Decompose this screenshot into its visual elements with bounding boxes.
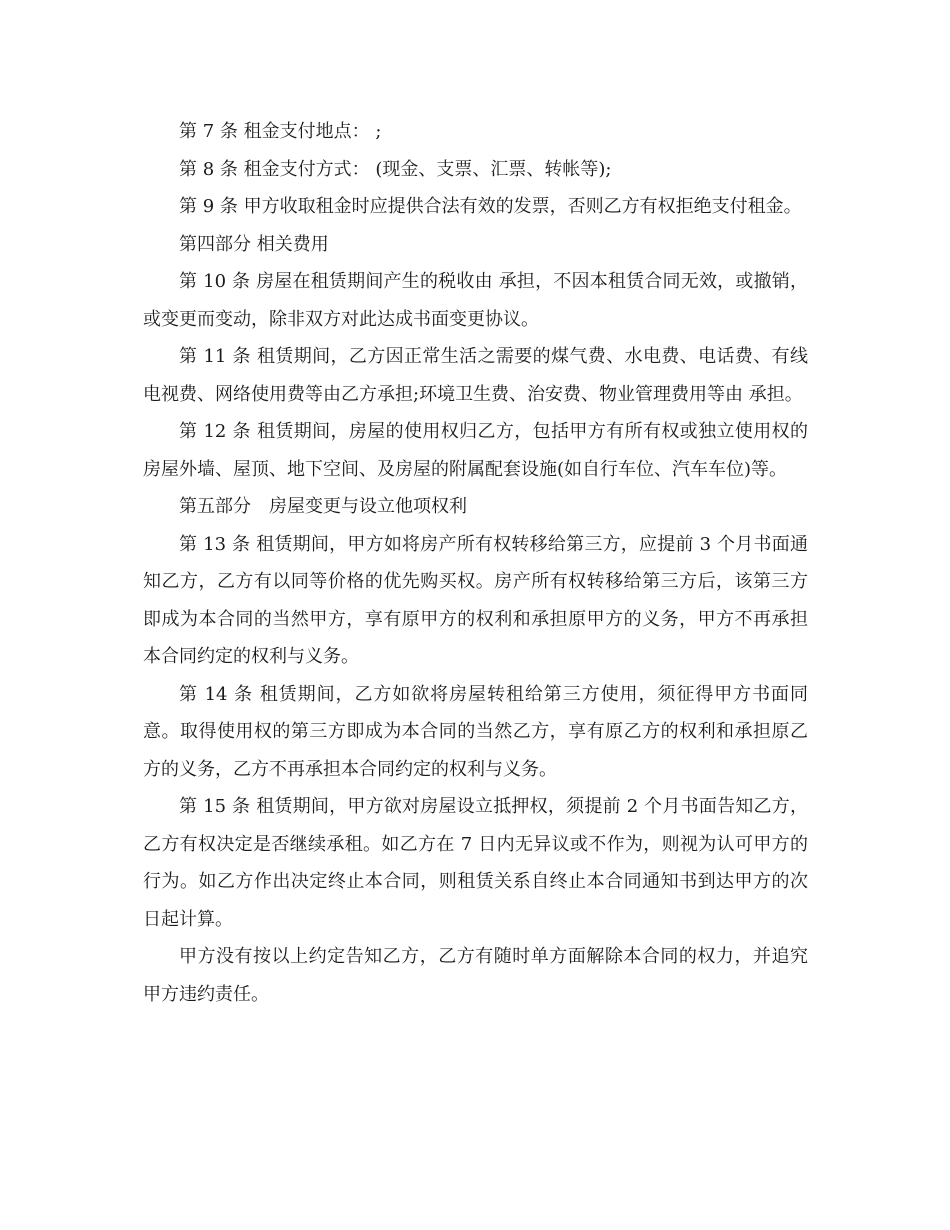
clause-12-paragraph: 第 12 条 租赁期间，房屋的使用权归乙方，包括甲方有所有权或独立使用权的房屋外墙、屋顶、地下空间、及房屋的附属配套设施(如自行车位、汽车车位)等。 [143, 421, 808, 480]
closing-paragraph: 甲方没有按以上约定告知乙方，乙方有随时单方面解除本合同的权力，并追究甲方违约责任。 [143, 946, 808, 1005]
clause-10-paragraph: 第 10 条 房屋在租赁期间产生的税收由 承担，不因本租赁合同无效，或撤销，或变更而变动，除非双方对此达成书面变更协议。 [143, 271, 808, 330]
clause-8-paragraph: 第 8 条 租金支付方式： (现金、支票、汇票、转帐等); [179, 158, 612, 180]
clause-11-paragraph: 第 11 条 租赁期间，乙方因正常生活之需要的煤气费、水电费、电话费、有线电视费、网络使用费等由乙方承担;环境卫生费、治安费、物业管理费用等由 承担。 [143, 346, 808, 405]
clause-9-paragraph: 第 9 条 甲方收取租金时应提供合法有效的发票，否则乙方有权拒绝支付租金。 [179, 196, 802, 217]
clause-13-paragraph: 第 13 条 租赁期间，甲方如将房产所有权转移给第三方，应提前 3 个月书面通知乙方，乙方有以同等价格的优先购买权。房产所有权转移给第三方后，该第三方即成为本合同的当然甲方，享有原甲方的权利和承担原甲方的义务，甲方不再承担本合同约定的权利与义务。 [143, 533, 808, 667]
document-body [143, 113, 808, 1013]
clause-15-paragraph: 第 15 条 租赁期间，甲方欲对房屋设立抵押权，须提前 2 个月书面告知乙方，乙方有权决定是否继续承租。如乙方在 7 日内无异议或不作为，则视为认可甲方的行为。如乙方作出决定终止本合同，则租赁关系自终止本合同通知书到达甲方的次日起计算。 [143, 796, 808, 930]
clause-14-paragraph: 第 14 条 租赁期间，乙方如欲将房屋转租给第三方使用，须征得甲方书面同意。取得使用权的第三方即成为本合同的当然乙方，享有原乙方的权利和承担原乙方的义务，乙方不再承担本合同约定的权利与义务。 [143, 683, 808, 780]
section-5-heading: 第五部分 房屋变更与设立他项权利 [179, 496, 467, 517]
clause-7-paragraph: 第 7 条 租金支付地点： ; [179, 121, 382, 142]
section-4-heading: 第四部分 相关费用 [179, 233, 329, 255]
